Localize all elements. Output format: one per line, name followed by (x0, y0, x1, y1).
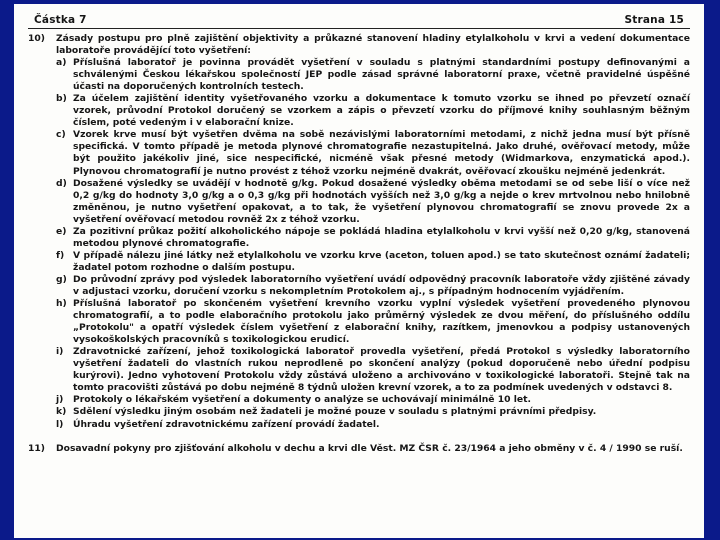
page-number: Strana 15 (624, 14, 684, 26)
item-text: V případě nálezu jiné látky než etylalkoholu ve vzorku krve (aceton, toluen apod.) se tato skutečnost oznámí žadateli; žadatel potom rozhodne o dalším postupu. (73, 249, 690, 273)
item-list (56, 57, 690, 430)
item-text: Za účelem zajištění identity vyšetřovaného vzorku a dokumentace k tomuto vzorku se ihned po převzetí označí vzorek, průvodní Protokol doručený se vzorkem a zápis o převzetí vzorku do příjmové knihy souhlasným běžným číslem, poté vedeným i v elaborační knize. (73, 93, 690, 129)
slide-frame (12, 0, 708, 540)
item-letter: h) (56, 298, 67, 310)
item-text: Protokoly o lékařském vyšetření a dokumenty o analýze se uchovávají minimálně 10 let. (73, 394, 531, 406)
list-item (56, 93, 690, 129)
list-item (56, 129, 690, 177)
section-number: 11) (28, 442, 45, 454)
item-letter: a) (56, 57, 67, 69)
item-letter: f) (56, 249, 65, 261)
section-11 (28, 443, 690, 455)
list-item (56, 406, 690, 418)
item-letter: d) (56, 177, 67, 189)
list-item (56, 298, 690, 346)
item-text: Příslušná laboratoř je povinna provádět vyšetření v souladu s platnými standardními postupy definovanými a schválenými Českou lékařskou společností JEP podle zásad správné laboratorní praxe, včetně pravidelné úspěšné účasti na doporučených kontrolních testech. (73, 57, 690, 93)
item-text: Příslušná laboratoř po skončeném vyšetření krevního vzorku vyplní výsledek vyšetření provedeného plynovou chromatografií, a to podle elaboračního protokolu jako průměrný výsledek ze dvou měření, do příslušného oddílu „Protokolu" a opatří výsledek číslem vyšetření z elaborační knihy, razítkem, jmenovkou a podpisy ustanovených vysokoškolských pracovníků s toxikologickou erudicí. (73, 298, 690, 346)
list-item (56, 226, 690, 250)
item-text: Úhradu vyšetření zdravotnickému zařízení provádí žadatel. (73, 418, 380, 430)
list-item (56, 274, 690, 298)
item-letter: l) (56, 418, 64, 430)
list-item (56, 394, 690, 406)
item-letter: i) (56, 346, 64, 358)
section-title: Zásady postupu pro plně zajištění objektivity a průkazné stanovení hladiny etylalkoholu v krvi a vedení dokumentace laboratoře provádějící toto vyšetření: (56, 33, 690, 57)
section-number: 10) (28, 33, 45, 44)
item-letter: g) (56, 273, 67, 285)
item-text: Zdravotnické zařízení, jehož toxikologická laboratoř provedla vyšetření, předá Protokol s výsledky laboratorního vyšetření žadateli do vlastních rukou neprodleně po skončení analýzy (pokud doporučeně nebo úřední podpisu kurýrovi). Jedno vyhotovení Protokolu vždy zůstává uloženo a archivováno v toxikologické laboratoři. Stejně tak na tomto pracovišti zůstává po dobu nejméně 8 týdnů uložen krevní vzorek, a to za podmínek uvedených v odstavci 8. (73, 346, 690, 394)
issue-label: Částka 7 (34, 14, 87, 26)
item-text: Vzorek krve musí být vyšetřen dvěma na sobě nezávislými laboratorními metodami, z nichž jedna musí být přísně specifická. V tomto případě je metoda plynové chromatografie nezastupitelná. Jako druhé, ověřovací metody, může být použito jakékoliv jiné, sice nespecifické, nicméně však přesné metody (Widmarkova, enzymatická apod.). Plynovou chromatografií je nutno provést z téhož vzorku nejméně dvakrát, ověřovací zkoušku nejméně jedenkrát. (73, 129, 690, 177)
item-text: Dosažené výsledky se uvádějí v hodnotě g/kg. Pokud dosažené výsledky oběma metodami se od sebe liší o více než 0,2 g/kg do hodnoty 3,0 g/kg a o 0,3 g/kg při hodnotách vyšších než 3,0 g/kg a nejde o krev mrtvolnou nebo hnilobně změněnou, je nutno vyšetření opakovat, a to tak, že vyšetření plynovou chromatografií se znovu provede 2x a vyšetření ověřovací metodou rovněž 2x z téhož vzorku. (73, 177, 690, 225)
list-item (56, 346, 690, 394)
item-letter: b) (56, 93, 67, 105)
section-spacer (28, 431, 690, 443)
item-letter: j) (56, 394, 64, 406)
item-text: Sdělení výsledku jiným osobám než žadateli je možné pouze v souladu s platnými právními předpisy. (73, 406, 597, 418)
section-title: Dosavadní pokyny pro zjišťování alkoholu v dechu a krvi dle Věst. MZ ČSR č. 23/1964 a jeho obměny v č. 4 / 1990 se ruší. (56, 442, 683, 454)
list-item (56, 178, 690, 226)
item-letter: c) (56, 129, 66, 141)
list-item (56, 419, 690, 431)
item-letter: e) (56, 225, 67, 237)
scanned-page (14, 4, 704, 538)
list-item (56, 250, 690, 274)
item-text: Za pozitivní průkaz požití alkoholického nápoje se pokládá hladina etylalkoholu v krvi vyšší než 0,20 g/kg, stanovená metodou plynové chromatografie. (73, 225, 690, 249)
document-body (28, 33, 690, 455)
section-10 (28, 33, 690, 431)
item-text: Do průvodní zprávy pod výsledek laboratorního vyšetření uvádí odpovědný pracovník laboratoře vždy zjištěné závady v adjustaci vzorku, doručení vzorku s nekompletním Protokolem aj., s případným hodnocením vyjádřením. (73, 273, 690, 297)
item-letter: k) (56, 406, 67, 418)
page-header (28, 14, 690, 29)
list-item (56, 57, 690, 93)
